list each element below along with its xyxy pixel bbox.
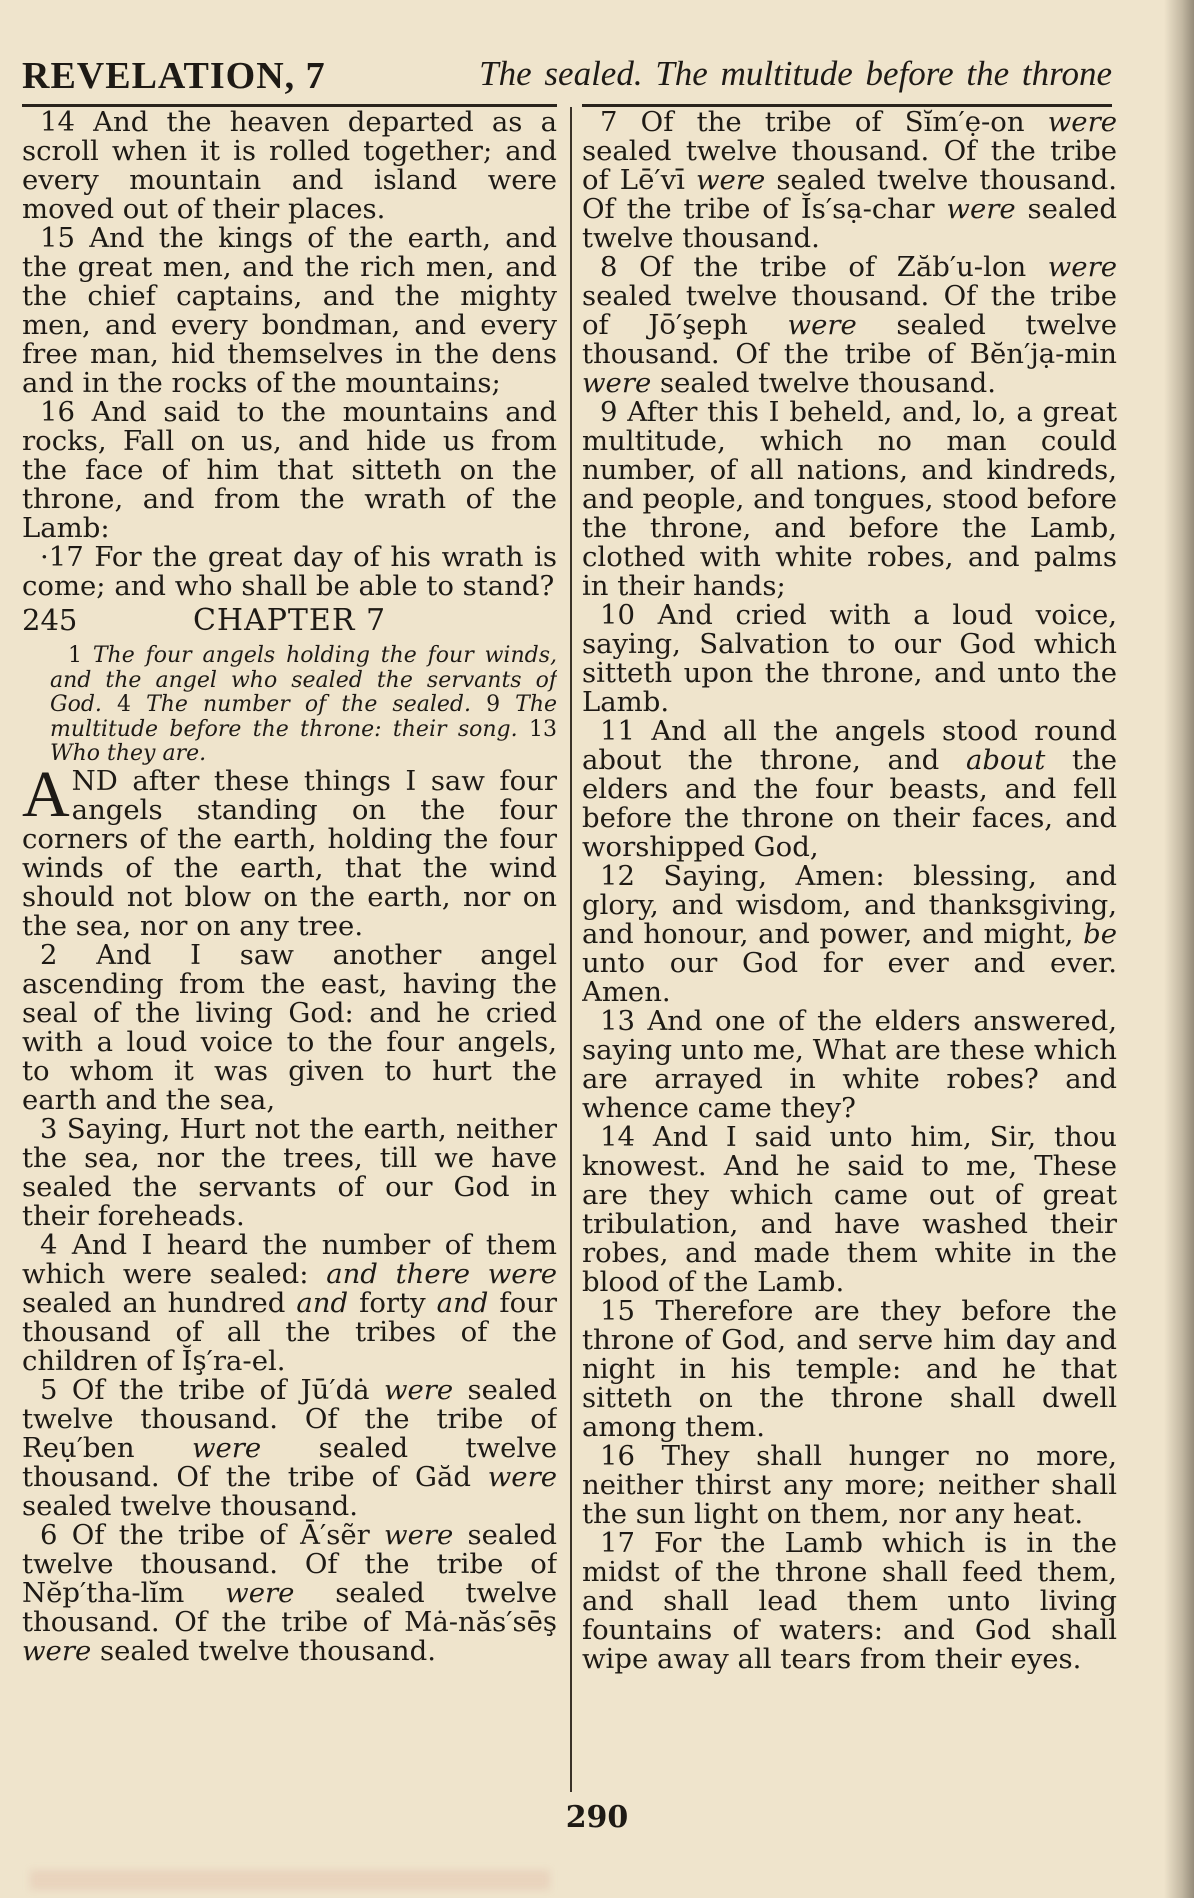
- v8-italic: were: [787, 309, 857, 341]
- verse-7-2: 2 And I saw another angel ascending from the east, having the seal of the living God: and he cried with a loud voice to the four angels, to whom it was given to hurt the earth and the sea,: [22, 938, 557, 1116]
- page-topics: The sealed. The multitude before the throne: [479, 54, 1112, 93]
- summary-text-1: The four angels holding the four winds, and the angel who sealed the servants of God.: [50, 643, 557, 717]
- right-column: [582, 108, 1117, 1788]
- v6-italic: were: [225, 1576, 295, 1609]
- v8-part: sealed twelve thousand. Of the tribe of Jō′şeph: [582, 280, 1117, 341]
- verse-7-4: [22, 1228, 557, 1377]
- verse-7-3: 3 Saying, Hurt not the earth, neither the sea, nor the trees, till we have sealed the servants of our God in their foreheads.: [22, 1112, 557, 1232]
- verse-7-12: [582, 862, 1117, 1007]
- v5-part: 5 Of the tribe of Jū′dȧ: [40, 1373, 370, 1406]
- v12-part: 12 Saying, Amen: blessing, and glory, and wisdom, and thanksgiving, and honour, and power, and might,: [582, 860, 1117, 950]
- summary-ref-4: 4: [116, 692, 131, 717]
- v6-part: sealed twelve thousand. Of the tribe of Nĕp′tha-lĭm: [22, 1518, 557, 1609]
- verse-6-15: 15 And the kings of the earth, and the great men, and the rich men, and the chief captains, and the mighty men, and every bondman, and every free man, hid themselves in the dens and in the rocks of the mountains;: [22, 222, 557, 399]
- left-column: [22, 108, 557, 1788]
- v8-italic: were: [1047, 251, 1117, 283]
- verse-7-6: [22, 1518, 557, 1667]
- book-spine-shadow: [1164, 0, 1194, 1898]
- header-rule-right: [582, 104, 1112, 107]
- verse-7-1-text: ND after these things I saw four angels standing on the four corners of the earth, holding the four winds of the earth, that the wind should not blow on the earth, nor on the sea, nor on any tree.: [22, 764, 557, 942]
- v4-part: sealed an hundred: [22, 1286, 286, 1319]
- v7-part: sealed twelve thousand. Of the tribe of Lē′vī: [582, 135, 1117, 196]
- v6-italic: were: [22, 1634, 92, 1667]
- v6-part: sealed twelve thousand.: [99, 1634, 436, 1667]
- v5-part: sealed twelve thousand.: [22, 1489, 359, 1522]
- v7-part: sealed twelve thousand. Of the tribe of Ĭs′sạ-char: [582, 164, 1117, 225]
- v8-part: sealed twelve thousand. Of the tribe of Bĕn′jạ-min: [582, 309, 1117, 370]
- v7-italic: were: [1047, 108, 1117, 138]
- v5-italic: were: [383, 1373, 454, 1406]
- verse-7-1: [22, 757, 557, 942]
- verse-7-7: [582, 108, 1117, 253]
- verse-7-15: 15 Therefore are they before the throne of God, and serve him day and night in his temple: and he that sitteth on the throne shall dwell among them.: [582, 1295, 1117, 1443]
- verse-7-11: [582, 717, 1117, 862]
- v4-part: forty: [359, 1286, 426, 1319]
- v4-italic: and: [436, 1286, 489, 1319]
- chapter-reference-number: 245: [22, 603, 78, 637]
- column-divider: [570, 107, 572, 1792]
- v4-italic: and there were: [326, 1257, 557, 1290]
- v5-part: sealed twelve thousand. Of the tribe of Reụ′ben: [22, 1373, 557, 1464]
- v5-italic: were: [191, 1431, 262, 1464]
- verse-7-5: [22, 1373, 557, 1522]
- v4-part: 4 And I heard the number of them which were sealed:: [22, 1228, 557, 1290]
- summary-text-4: The number of the sealed.: [146, 692, 471, 717]
- summary-ref-9: 9: [486, 692, 501, 717]
- v8-part: 8 Of the tribe of Zăb′u-lon: [600, 251, 1027, 283]
- v6-part: sealed twelve thousand. Of the tribe of Mȧ-năs′sēş: [22, 1576, 557, 1638]
- summary-text-13: Who they are.: [50, 741, 207, 766]
- paper-stain: [30, 1870, 550, 1890]
- verse-7-16: 16 They shall hunger no more, neither thirst any more; neither shall the sun light on them, nor any heat.: [582, 1440, 1117, 1530]
- chapter-heading: [22, 603, 557, 640]
- v6-part: 6 Of the tribe of Ā′sẽr: [40, 1518, 370, 1551]
- v7-italic: were: [946, 193, 1016, 225]
- header-rule-left: [22, 104, 557, 107]
- v7-part: 7 Of the tribe of Sĭm′ẹ-on: [600, 108, 1025, 138]
- v7-italic: were: [696, 164, 766, 196]
- v8-italic: were: [582, 367, 652, 399]
- verse-7-17: 17 For the Lamb which is in the midst of the throne shall feed them, and shall lead them unto living fountains of waters: and God shall wipe away all tears from their eyes.: [582, 1527, 1117, 1675]
- verse-6-16: 16 And said to the mountains and rocks, Fall on us, and hide us from the face of him that sitteth on the throne, and from the wrath of the Lamb:: [22, 396, 557, 544]
- verse-7-13: 13 And one of the elders answered, saying unto me, What are these which are arrayed in white robes? and whence came they?: [582, 1005, 1117, 1124]
- drop-cap: A: [22, 757, 70, 831]
- verse-6-14: 14 And the heaven departed as a scroll when it is rolled together; and every mountain and island were moved out of their places.: [22, 108, 557, 225]
- v5-italic: were: [487, 1460, 557, 1493]
- v4-part: four thousand of all the tribes of the children of Ĭş′ra-el.: [22, 1286, 557, 1377]
- verse-6-17: ·17 For the great day of his wrath is come; and who shall be able to stand?: [22, 541, 557, 602]
- v11-part: the elders and the four beasts, and fell before the throne on their faces, and worshipped God,: [582, 744, 1117, 863]
- v12-part: unto our God for ever and ever. Amen.: [582, 947, 1117, 1008]
- v11-part: 11 And all the angels stood round about the throne, and: [582, 715, 1117, 776]
- v4-italic: and: [296, 1286, 349, 1319]
- chapter-summary: [22, 644, 557, 767]
- page-number: 290: [565, 1800, 629, 1835]
- verse-7-9: 9 After this I beheld, and, lo, a great multitude, which no man could number, of all nations, and kindreds, and people, and tongues, stood before the throne, and before the Lamb, clothed with white robes, and palms in their hands;: [582, 396, 1117, 602]
- v6-italic: were: [384, 1518, 454, 1551]
- page-header: [22, 54, 1112, 102]
- verse-7-14: 14 And I said unto him, Sir, thou knowest. And he said to me, These are they which came out of great tribulation, and have washed their robes, and made them white in the blood of the Lamb.: [582, 1121, 1117, 1298]
- v7-part: sealed twelve thousand.: [582, 193, 1117, 254]
- verse-7-8: [582, 253, 1117, 398]
- running-head: REVELATION, 7: [22, 55, 326, 97]
- v5-part: sealed twelve thousand. Of the tribe of Găd: [22, 1431, 557, 1493]
- summary-ref-1: 1: [68, 643, 82, 668]
- v11-italic: about: [965, 744, 1046, 776]
- summary-ref-13: 13: [529, 716, 557, 742]
- chapter-title: CHAPTER 7: [192, 603, 387, 638]
- verse-7-10: 10 And cried with a loud voice, saying, Salvation to our God which sitteth upon the throne, and unto the Lamb.: [582, 599, 1117, 718]
- v8-part: sealed twelve thousand.: [659, 367, 996, 399]
- summary-text-9: The multitude before the throne: their song.: [50, 692, 557, 742]
- v12-italic: be: [1083, 918, 1117, 950]
